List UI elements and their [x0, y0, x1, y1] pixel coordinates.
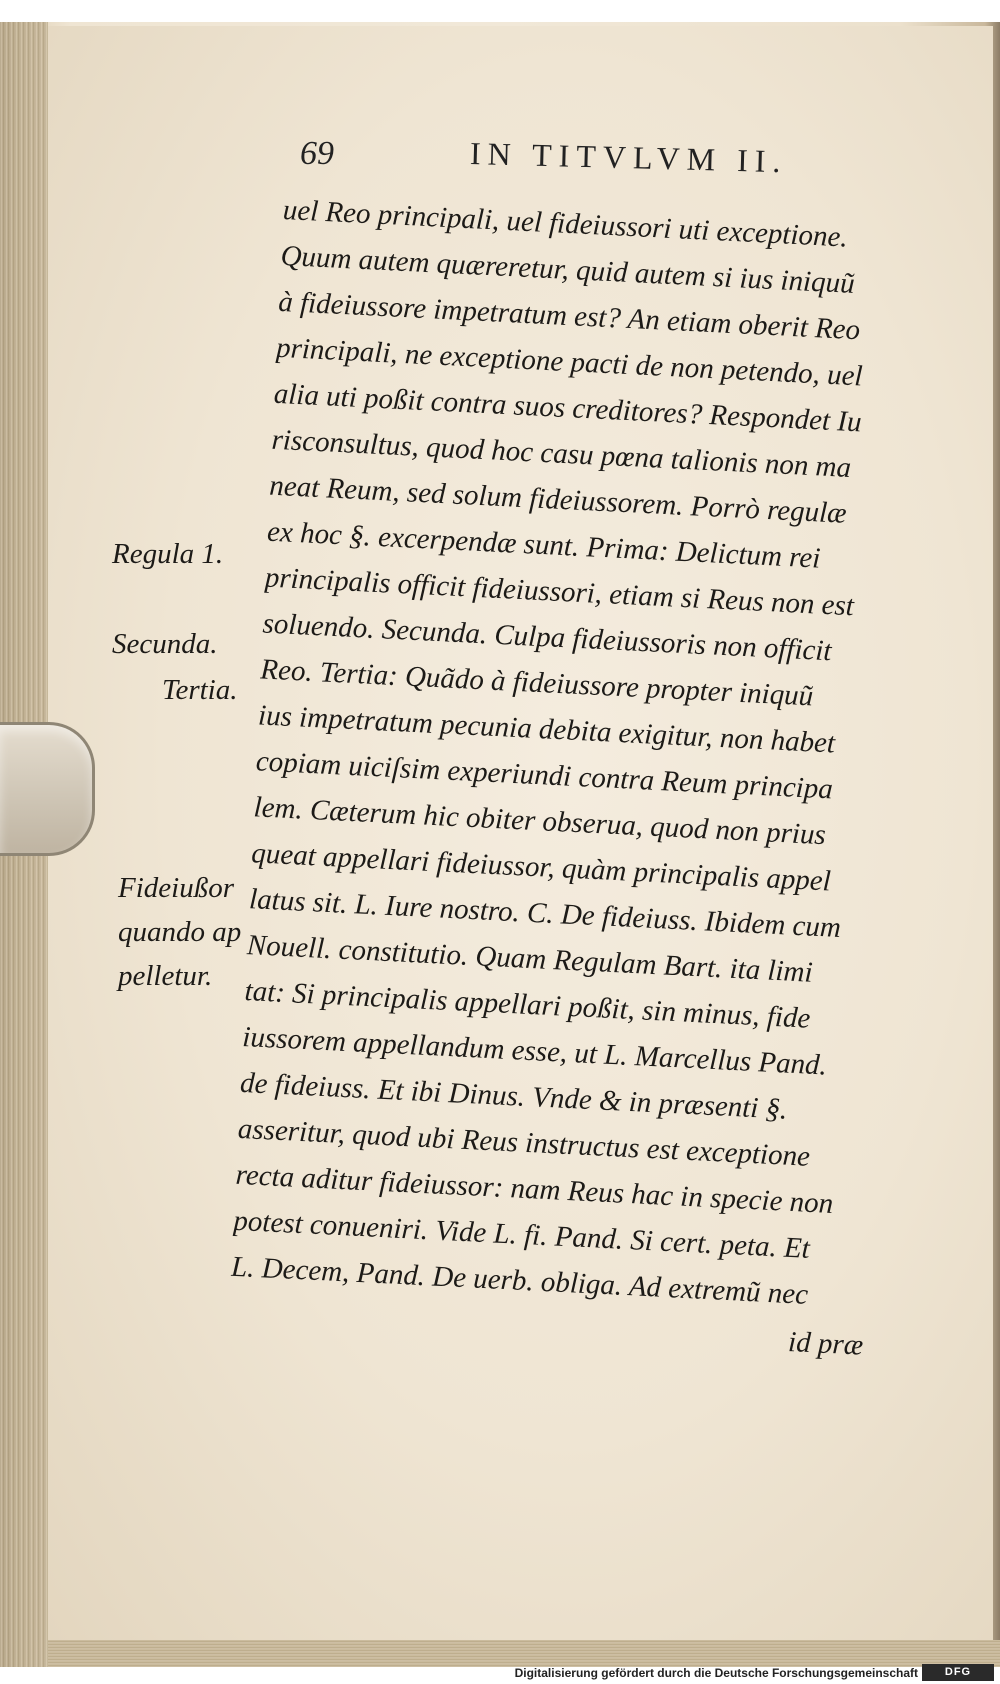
- body-line: asseritur, quod ubi Reus instructus est exceptione: [237, 1112, 811, 1173]
- marginal-line: Secunda.: [112, 628, 218, 660]
- body-line: iussorem appellandum esse, ut L. Marcellus Pand.: [241, 1021, 828, 1082]
- marginal-note-tertia: [162, 668, 332, 712]
- body-line: principalis officit fideiussori, etiam si Reus non est: [264, 561, 855, 623]
- body-line: potest conueniri. Vide L. fi. Pand. Si cert. peta. Et: [232, 1204, 811, 1265]
- body-line: lem. Cæterum hic obiter obserua, quod non prius: [252, 791, 827, 852]
- body-line: queat appellari fideiussor, quàm principalis appel: [250, 837, 832, 898]
- page-clip-tab: [0, 722, 95, 856]
- body-line: Quum autem quæreretur, quid autem si ius iniquũ: [279, 239, 856, 300]
- dfg-logo: DFG: [922, 1664, 994, 1681]
- body-line: copiam uiciſsim experiundi contra Reum principa: [255, 745, 834, 806]
- body-line: L. Decem, Pand. De uerb. obliga. Ad extremũ nec: [230, 1250, 809, 1311]
- marginal-line: quando ap: [118, 916, 242, 948]
- marginal-line: Regula 1.: [112, 538, 224, 570]
- folio-number: 69: [300, 135, 334, 172]
- body-line: tat: Si principalis appellari poßit, sin minus, fide: [243, 975, 812, 1035]
- body-line: Reo. Tertia: Quãdo à fideiussore propter iniquũ: [259, 653, 814, 713]
- body-text: [224, 188, 963, 1450]
- body-line: soluendo. Secunda. Culpa fideiussoris non officit: [261, 607, 833, 668]
- body-line: neat Reum, sed solum fideiussorem. Porrò regulæ: [268, 469, 848, 530]
- page-header: [300, 135, 860, 181]
- catchword: id præ: [787, 1326, 864, 1362]
- body-line: à fideiussore impetratum est? An etiam oberit Reo: [277, 285, 861, 347]
- digitization-credit: Digitalisierung gefördert durch die Deutsche Forschungsgemeinschaft: [514, 1666, 918, 1680]
- body-line: alia uti poßit contra suos creditores? Respondet Iu: [273, 377, 863, 439]
- marginal-line: Tertia.: [162, 674, 238, 706]
- marginal-line: pelletur.: [118, 960, 213, 992]
- body-line: uel Reo principali, uel fideiussori uti exceptione.: [282, 193, 849, 254]
- body-line: Nouell. constitutio. Quam Regulam Bart. ita limi: [246, 929, 814, 989]
- marginal-note-regula: [112, 532, 282, 576]
- marginal-line: Fideiußor: [118, 872, 234, 904]
- body-line: de fideiuss. Et ibi Dinus. Vnde & in præsenti §.: [239, 1066, 789, 1126]
- marginal-note-fideiussor: [118, 866, 288, 998]
- marginal-note-secunda: [112, 622, 282, 666]
- running-head: IN TITVLVM II.: [469, 135, 788, 180]
- body-line: recta aditur fideiussor: nam Reus hac in specie non: [234, 1158, 834, 1221]
- body-line: principali, ne exceptione pacti de non petendo, uel: [275, 331, 864, 393]
- body-line: risconsultus, quod hoc casu pœna talionis non ma: [270, 423, 852, 485]
- body-line: latus sit. L. Iure nostro. C. De fideiuss. Ibidem cum: [248, 883, 842, 945]
- body-line: ex hoc §. excerpendæ sunt. Prima: Delictum rei: [266, 515, 822, 575]
- body-line: ius impetratum pecunia debita exigitur, non habet: [257, 699, 836, 760]
